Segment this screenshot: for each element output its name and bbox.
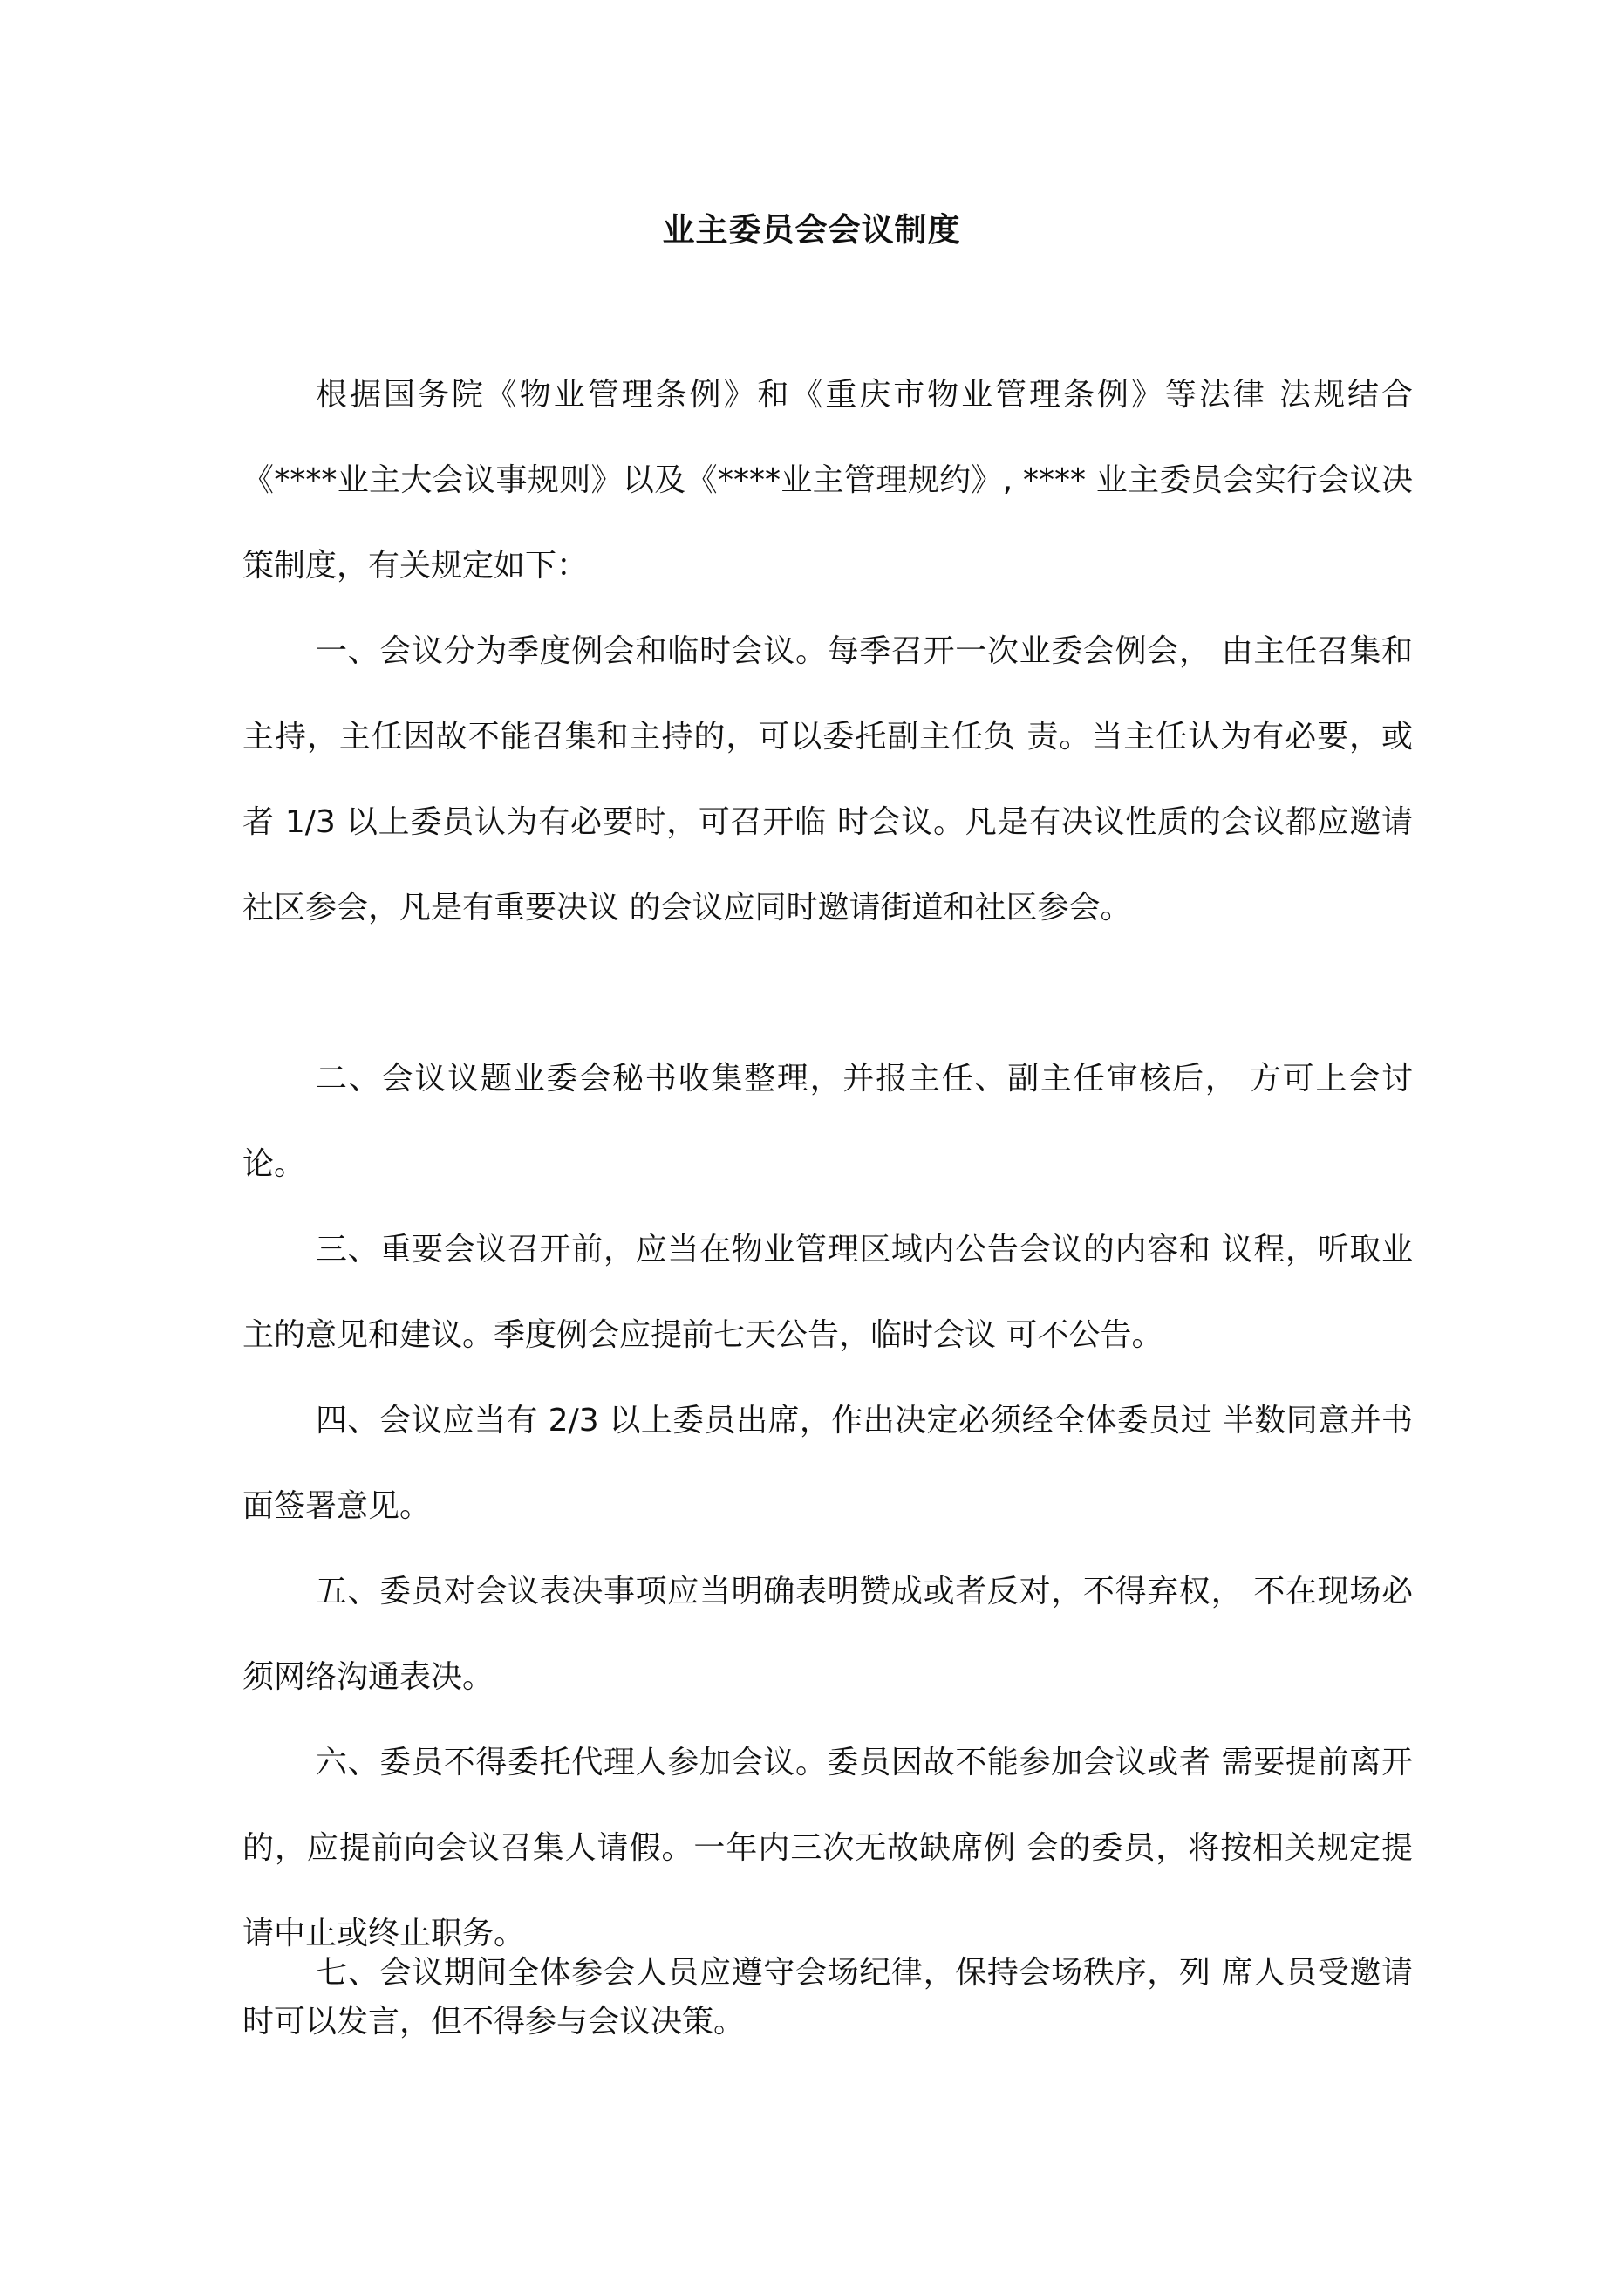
clause-2-paragraph: 二、会议议题业委会秘书收集整理，并报主任、副主任审核后， 方可上会讨论。: [242, 1061, 1413, 1182]
clause-3-paragraph: 三、重要会议召开前，应当在物业管理区域内公告会议的内容和 议程，听取业主的意见和建议。季度例会应提前七天公告，临时会议 可不公告。: [242, 1232, 1413, 1353]
clause-1-paragraph: 一、会议分为季度例会和临时会议。每季召开一次业委会例会， 由主任召集和主持，主任因故不能召集和主持的，可以委托副主任负 责。当主任认为有必要，或者 1/3 以上委员认为有必要时，可召开临 时会议。凡是有决议性质的会议都应邀请社区参会，凡是有重要决议 的会议应同时邀请街道和社区参会。: [242, 633, 1413, 926]
intro-paragraph: 根据国务院《物业管理条例》和《重庆市物业管理条例》等法律 法规结合《****业主大会议事规则》以及《****业主管理规约》, **** 业主委员会实行会议决策制度，有关规定如下：: [242, 377, 1413, 584]
clause-6-paragraph: 六、委员不得委托代理人参加会议。委员因故不能参加会议或者 需要提前离开的，应提前向会议召集人请假。一年内三次无故缺席例 会的委员，将按相关规定提请中止或终止职务。: [242, 1745, 1413, 1951]
clause-7-paragraph: 七、会议期间全体参会人员应遵守会场纪律，保持会场秩序，列 席人员受邀请时可以发言，但不得参与会议决策。: [242, 1955, 1413, 2040]
clause-4-paragraph: 四、会议应当有 2/3 以上委员出席，作出决定必须经全体委员过 半数同意并书面签署意见。: [242, 1403, 1413, 1524]
document-title: 业主委员会会议制度: [662, 211, 961, 249]
clause-5-paragraph: 五、委员对会议表决事项应当明确表明赞成或者反对，不得弃权， 不在现场必须网络沟通表决。: [242, 1574, 1413, 1695]
